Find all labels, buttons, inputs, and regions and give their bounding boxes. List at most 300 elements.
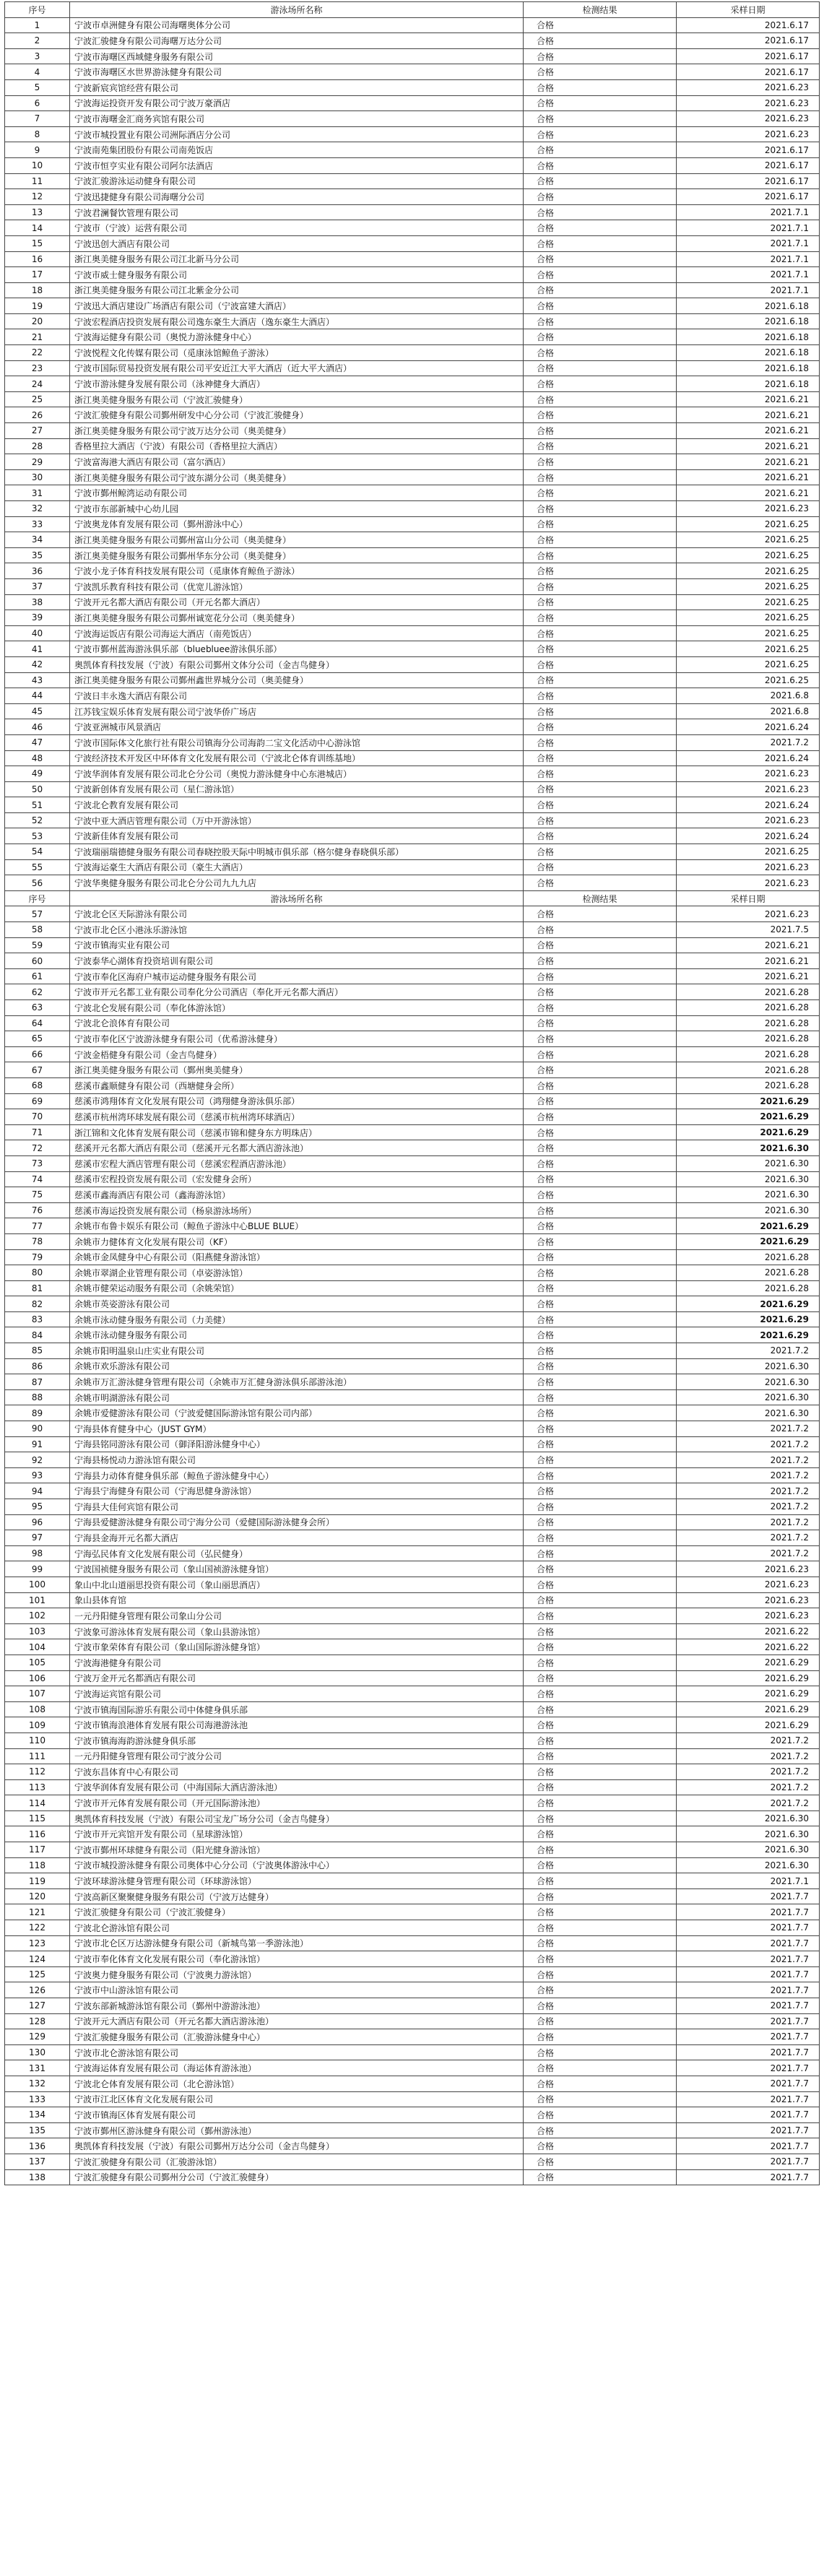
venue-name: 浙江奥美健身服务有限公司鄞州鑫世界城分公司（奥美健身）: [70, 672, 524, 688]
venue-name: 宁波市奉化区海府户城市运动健身服务有限公司: [70, 968, 524, 984]
sampling-date: 2021.6.24: [677, 719, 820, 735]
test-result: 合格: [524, 734, 677, 750]
sampling-date: 2021.6.30: [677, 1842, 820, 1858]
table-row: [5, 1670, 820, 1686]
test-result: 合格: [524, 1935, 677, 1951]
venue-name: 宁波君澜餐饮管理有限公司: [70, 204, 524, 220]
venue-name: 宁波经济技术开发区中环体育文化发展有限公司（宁波北仑体育训练基地）: [70, 750, 524, 766]
venue-name: 宁波市海曙区西域健身服务有限公司: [70, 48, 524, 64]
table-row: [5, 1109, 820, 1125]
row-number: 12: [5, 189, 70, 205]
sampling-date: 2021.6.8: [677, 703, 820, 719]
table-row: [5, 345, 820, 361]
row-number: 61: [5, 968, 70, 984]
sampling-date: 2021.7.1: [677, 251, 820, 267]
table-row: [5, 1436, 820, 1452]
venue-name: 宁波新佳体育发展有限公司: [70, 828, 524, 844]
test-result: 合格: [524, 2076, 677, 2091]
venue-name: 宁波市镇海浪港体育发展有限公司海港游泳池: [70, 1717, 524, 1733]
sampling-date: 2021.6.28: [677, 984, 820, 1000]
venue-name: 宁波市国际体文化旅行社有限公司镇海分公司海韵二宝文化活动中心游泳馆: [70, 734, 524, 750]
table-row: [5, 1514, 820, 1530]
row-number: 72: [5, 1140, 70, 1156]
table-row: [5, 1623, 820, 1639]
test-result: 合格: [524, 563, 677, 579]
test-result: 合格: [524, 1561, 677, 1577]
sampling-date: 2021.7.5: [677, 922, 820, 938]
test-result: 合格: [524, 2107, 677, 2123]
table-row: [5, 1639, 820, 1655]
results-table: [4, 1, 820, 2185]
test-result: 合格: [524, 1655, 677, 1670]
venue-name: 宁波市鄞州环球健身有限公司（阳光健身游泳馆）: [70, 1842, 524, 1858]
venue-name: 宁波亚洲城市风景酒店: [70, 719, 524, 735]
test-result: 合格: [524, 1920, 677, 1936]
sampling-date: 2021.7.7: [677, 2076, 820, 2091]
venue-name: 宁波市开元宾馆开发有限公司（星球游泳馆）: [70, 1826, 524, 1842]
table-row: [5, 688, 820, 704]
test-result: 合格: [524, 2060, 677, 2076]
row-number: 104: [5, 1639, 70, 1655]
venue-name: 宁波市城投置业有限公司洲际酒店分公司: [70, 126, 524, 142]
test-result: 合格: [524, 33, 677, 49]
row-number: 90: [5, 1421, 70, 1437]
table-row: [5, 1748, 820, 1764]
sampling-date: 2021.7.7: [677, 1904, 820, 1920]
test-result: 合格: [524, 968, 677, 984]
sampling-date: 2021.6.23: [677, 111, 820, 127]
venue-name: 宁波市鄞州蓝海游泳俱乐部（bluebluee游泳俱乐部）: [70, 641, 524, 657]
sampling-date: 2021.6.23: [677, 1592, 820, 1608]
venue-name: 宁波市北仑区万达游泳健身有限公司（新城鸟第一季游泳池）: [70, 1935, 524, 1951]
test-result: 合格: [524, 750, 677, 766]
sampling-date: 2021.6.21: [677, 968, 820, 984]
row-number: 50: [5, 781, 70, 797]
venue-name: 宁波新宸宾馆经营有限公司: [70, 79, 524, 95]
row-number: 121: [5, 1904, 70, 1920]
sampling-date: 2021.6.30: [677, 1187, 820, 1203]
row-number: 117: [5, 1842, 70, 1858]
sampling-date: 2021.6.23: [677, 95, 820, 111]
sampling-date: 2021.7.7: [677, 2107, 820, 2123]
venue-name: 宁波宏程酒店投资发展有限公司逸东豪生大酒店（逸东豪生大酒店）: [70, 313, 524, 329]
table-header-row-repeat: [5, 890, 820, 906]
sampling-date: 2021.6.25: [677, 672, 820, 688]
sampling-date: 2021.6.21: [677, 407, 820, 423]
test-result: 合格: [524, 376, 677, 392]
row-number: 20: [5, 313, 70, 329]
venue-name: 宁波北仑教育发展有限公司: [70, 797, 524, 813]
sampling-date: 2021.6.21: [677, 469, 820, 485]
sampling-date: 2021.6.18: [677, 329, 820, 345]
sampling-date: 2021.6.21: [677, 953, 820, 969]
sampling-date: 2021.6.25: [677, 532, 820, 548]
sampling-date: 2021.6.25: [677, 516, 820, 532]
test-result: 合格: [524, 1046, 677, 1062]
venue-name: 宁波东部新城游泳馆有限公司（鄞州中游游泳池）: [70, 1998, 524, 2014]
venue-name: 浙江奥美健身服务有限公司鄞州华东分公司（奥美健身）: [70, 547, 524, 563]
test-result: 合格: [524, 1327, 677, 1343]
test-result: 合格: [524, 1483, 677, 1499]
table-row: [5, 1701, 820, 1717]
table-row: [5, 1795, 820, 1811]
test-result: 合格: [524, 641, 677, 657]
sampling-date: 2021.6.28: [677, 1077, 820, 1093]
table-row: [5, 1280, 820, 1296]
test-result: 合格: [524, 547, 677, 563]
sampling-date: 2021.6.8: [677, 688, 820, 704]
sampling-date: 2021.6.23: [677, 812, 820, 828]
row-number: 80: [5, 1265, 70, 1281]
row-number: 60: [5, 953, 70, 969]
test-result: 合格: [524, 1842, 677, 1858]
row-number: 49: [5, 766, 70, 782]
venue-name: 宁波市北仑区小港泳乐游泳馆: [70, 922, 524, 938]
test-result: 合格: [524, 688, 677, 704]
row-number: 35: [5, 547, 70, 563]
test-result: 合格: [524, 501, 677, 517]
sampling-date: 2021.6.29: [677, 1701, 820, 1717]
row-number: 19: [5, 298, 70, 314]
table-row: [5, 189, 820, 205]
venue-name: 象山县体育馆: [70, 1592, 524, 1608]
sampling-date: 2021.6.29: [677, 1311, 820, 1327]
row-number: 45: [5, 703, 70, 719]
column-header-name: 游泳场所名称: [70, 2, 524, 18]
test-result: 合格: [524, 625, 677, 641]
sampling-date: 2021.6.25: [677, 656, 820, 672]
venue-name: 奥凯体育科技发展（宁波）有限公司鄞州文体分公司（金吉鸟健身）: [70, 656, 524, 672]
venue-name: 宁波迅大酒店建设广场酒店有限公司（宁波富建大酒店）: [70, 298, 524, 314]
test-result: 合格: [524, 1436, 677, 1452]
table-row: [5, 1935, 820, 1951]
venue-name: 宁波奥力健身服务有限公司（宁波奥力游泳馆）: [70, 1966, 524, 1982]
sampling-date: 2021.6.29: [677, 1093, 820, 1109]
table-row: [5, 220, 820, 236]
row-number: 86: [5, 1358, 70, 1374]
test-result: 合格: [524, 610, 677, 626]
venue-name: 浙江奥美健身服务有限公司鄞州富山分公司（奥美健身）: [70, 532, 524, 548]
sampling-date: 2021.6.29: [677, 1327, 820, 1343]
table-row: [5, 2076, 820, 2091]
row-number: 9: [5, 142, 70, 158]
test-result: 合格: [524, 1623, 677, 1639]
table-row: [5, 2091, 820, 2107]
test-result: 合格: [524, 345, 677, 361]
venue-name: 慈溪市鑫顺健身有限公司（西塘健身会所）: [70, 1077, 524, 1093]
row-number: 56: [5, 875, 70, 891]
test-result: 合格: [524, 532, 677, 548]
sampling-date: 2021.6.24: [677, 750, 820, 766]
table-row: [5, 2029, 820, 2045]
venue-name: 宁波海运宾馆有限公司: [70, 1686, 524, 1702]
test-result: 合格: [524, 1670, 677, 1686]
test-result: 合格: [524, 2044, 677, 2060]
venue-name: 宁波市镇海海韵游泳健身俱乐部: [70, 1732, 524, 1748]
sampling-date: 2021.6.29: [677, 1655, 820, 1670]
table-row: [5, 1904, 820, 1920]
table-row: [5, 516, 820, 532]
venue-name: 浙江奥美健身服务有限公司江北紫金分公司: [70, 282, 524, 298]
sampling-date: 2021.7.1: [677, 220, 820, 236]
venue-name: 余姚市泳动健身服务有限公司（力美健）: [70, 1311, 524, 1327]
row-number: 83: [5, 1311, 70, 1327]
row-number: 113: [5, 1779, 70, 1795]
sampling-date: 2021.6.18: [677, 376, 820, 392]
sampling-date: 2021.6.30: [677, 1389, 820, 1405]
table-row: [5, 376, 820, 392]
test-result: 合格: [524, 1888, 677, 1904]
sampling-date: 2021.6.23: [677, 875, 820, 891]
column-header-no: 序号: [5, 890, 70, 906]
table-row: [5, 1779, 820, 1795]
row-number: 89: [5, 1405, 70, 1421]
sampling-date: 2021.6.28: [677, 1062, 820, 1078]
sampling-date: 2021.6.28: [677, 1015, 820, 1031]
table-row: [5, 1124, 820, 1140]
table-row: [5, 391, 820, 407]
row-number: 16: [5, 251, 70, 267]
table-row: [5, 454, 820, 470]
sampling-date: 2021.6.17: [677, 64, 820, 80]
table-row: [5, 1155, 820, 1171]
venue-name: 宁波市奉化体育文化发展有限公司（奉化游泳馆）: [70, 1951, 524, 1967]
venue-name: 香格里拉大酒店（宁波）有限公司（香格里拉大酒店）: [70, 438, 524, 454]
sampling-date: 2021.6.21: [677, 485, 820, 501]
test-result: 合格: [524, 391, 677, 407]
test-result: 合格: [524, 984, 677, 1000]
venue-name: 宁波迅捷健身有限公司海曙分公司: [70, 189, 524, 205]
venue-name: 宁波海运体育发展有限公司（海运体育游泳池）: [70, 2060, 524, 2076]
venue-name: 宁波富海港大酒店有限公司（富尔酒店）: [70, 454, 524, 470]
row-number: 98: [5, 1545, 70, 1561]
table-row: [5, 1826, 820, 1842]
venue-name: 宁波海运健身有限公司（奥悦力游泳健身中心）: [70, 329, 524, 345]
test-result: 合格: [524, 719, 677, 735]
row-number: 62: [5, 984, 70, 1000]
venue-name: 余姚市爱健游泳有限公司（宁波爱健国际游泳馆有限公司内部）: [70, 1405, 524, 1421]
row-number: 77: [5, 1218, 70, 1234]
venue-name: 慈溪市海运投资发展有限公司（杨泉游泳场所）: [70, 1202, 524, 1218]
table-row: [5, 1810, 820, 1826]
table-row: [5, 1452, 820, 1468]
test-result: 合格: [524, 1280, 677, 1296]
table-row: [5, 157, 820, 173]
row-number: 135: [5, 2122, 70, 2138]
venue-name: 慈溪市宏程大酒店管理有限公司（慈溪宏程酒店游泳池）: [70, 1155, 524, 1171]
test-result: 合格: [524, 1062, 677, 1078]
test-result: 合格: [524, 2169, 677, 2185]
column-header-no: 序号: [5, 2, 70, 18]
test-result: 合格: [524, 1389, 677, 1405]
venue-name: 宁海县力动体育健身俱乐部（鲸鱼子游泳健身中心）: [70, 1467, 524, 1483]
table-row: [5, 1405, 820, 1421]
test-result: 合格: [524, 1499, 677, 1515]
venue-name: 宁波市恒亨实业有限公司阿尔法酒店: [70, 157, 524, 173]
table-row: [5, 625, 820, 641]
test-result: 合格: [524, 423, 677, 439]
sampling-date: 2021.7.2: [677, 1421, 820, 1437]
row-number: 40: [5, 625, 70, 641]
test-result: 合格: [524, 1031, 677, 1047]
row-number: 71: [5, 1124, 70, 1140]
row-number: 63: [5, 1000, 70, 1016]
venue-name: 宁波开元名都大酒店有限公司（开元名都大酒店）: [70, 594, 524, 610]
test-result: 合格: [524, 267, 677, 283]
test-result: 合格: [524, 1124, 677, 1140]
test-result: 合格: [524, 1093, 677, 1109]
table-row: [5, 142, 820, 158]
table-row: [5, 1327, 820, 1343]
sampling-date: 2021.7.1: [677, 267, 820, 283]
table-row: [5, 734, 820, 750]
sampling-date: 2021.7.7: [677, 1951, 820, 1967]
sampling-date: 2021.7.7: [677, 1982, 820, 1998]
venue-name: 宁波华润体育发展有限公司（中海国际大酒店游泳池）: [70, 1779, 524, 1795]
venue-name: 宁波汇骏健身有限公司鄞州分公司（宁波汇骏健身）: [70, 2169, 524, 2185]
venue-name: 一元丹阳健身管理有限公司宁波分公司: [70, 1748, 524, 1764]
sampling-date: 2021.7.7: [677, 2138, 820, 2154]
row-number: 69: [5, 1093, 70, 1109]
table-row: [5, 844, 820, 860]
test-result: 合格: [524, 1545, 677, 1561]
test-result: 合格: [524, 220, 677, 236]
table-row: [5, 33, 820, 49]
test-result: 合格: [524, 1000, 677, 1016]
sampling-date: 2021.7.2: [677, 1748, 820, 1764]
sampling-date: 2021.6.25: [677, 563, 820, 579]
table-row: [5, 1249, 820, 1265]
sampling-date: 2021.6.25: [677, 610, 820, 626]
test-result: 合格: [524, 1904, 677, 1920]
venue-name: 宁波象可游泳体育发展有限公司（象山县游泳馆）: [70, 1623, 524, 1639]
sampling-date: 2021.6.23: [677, 1608, 820, 1624]
row-number: 101: [5, 1592, 70, 1608]
venue-name: 宁波华奥健身服务有限公司北仑分公司九九九店: [70, 875, 524, 891]
sampling-date: 2021.6.21: [677, 937, 820, 953]
test-result: 合格: [524, 95, 677, 111]
row-number: 59: [5, 937, 70, 953]
row-number: 92: [5, 1452, 70, 1468]
test-result: 合格: [524, 844, 677, 860]
test-result: 合格: [524, 17, 677, 33]
venue-name: 宁波国祯健身服务有限公司（象山国祯游泳健身馆）: [70, 1561, 524, 1577]
venue-name: 浙江奥美健身服务有限公司（鄞州奥美健身）: [70, 1062, 524, 1078]
test-result: 合格: [524, 48, 677, 64]
table-row: [5, 641, 820, 657]
row-number: 31: [5, 485, 70, 501]
test-result: 合格: [524, 298, 677, 314]
row-number: 13: [5, 204, 70, 220]
row-number: 78: [5, 1233, 70, 1249]
table-header-row: [5, 2, 820, 18]
test-result: 合格: [524, 1233, 677, 1249]
venue-name: 宁波北仑体育发展有限公司（北仑游泳馆）: [70, 2076, 524, 2091]
venue-name: 余姚市明湖游泳有限公司: [70, 1389, 524, 1405]
sampling-date: 2021.6.21: [677, 391, 820, 407]
row-number: 14: [5, 220, 70, 236]
test-result: 合格: [524, 828, 677, 844]
sampling-date: 2021.7.2: [677, 1795, 820, 1811]
test-result: 合格: [524, 1717, 677, 1733]
sampling-date: 2021.6.23: [677, 1577, 820, 1592]
venue-name: 宁波海运饭店有限公司海运大酒店（南苑饭店）: [70, 625, 524, 641]
venue-name: 宁波汇骏健身有限公司（宁波汇骏健身）: [70, 1904, 524, 1920]
sampling-date: 2021.7.2: [677, 1545, 820, 1561]
test-result: 合格: [524, 1358, 677, 1374]
row-number: 118: [5, 1857, 70, 1873]
venue-name: 慈溪市鑫海酒店有限公司（鑫海游泳馆）: [70, 1187, 524, 1203]
table-row: [5, 1187, 820, 1203]
table-row: [5, 781, 820, 797]
venue-name: 宁波悦程文化传媒有限公司（觅康泳馆鲸鱼子游泳）: [70, 345, 524, 361]
test-result: 合格: [524, 766, 677, 782]
sampling-date: 2021.6.23: [677, 126, 820, 142]
table-row: [5, 1093, 820, 1109]
table-row: [5, 173, 820, 189]
table-row: [5, 17, 820, 33]
row-number: 128: [5, 2013, 70, 2029]
sampling-date: 2021.7.2: [677, 1436, 820, 1452]
venue-name: 宁波市北仑游泳馆有限公司: [70, 2044, 524, 2060]
table-row: [5, 672, 820, 688]
test-result: 合格: [524, 1639, 677, 1655]
venue-name: 宁波汇骏健身有限公司海曙万达分公司: [70, 33, 524, 49]
venue-name: 慈溪市鸿翔体育文化发展有限公司（鸿翔健身游泳俱乐部）: [70, 1093, 524, 1109]
row-number: 34: [5, 532, 70, 548]
sampling-date: 2021.7.2: [677, 1452, 820, 1468]
test-result: 合格: [524, 906, 677, 922]
table-row: [5, 469, 820, 485]
table-row: [5, 766, 820, 782]
row-number: 41: [5, 641, 70, 657]
table-row: [5, 313, 820, 329]
sampling-date: 2021.6.29: [677, 1686, 820, 1702]
table-row: [5, 1218, 820, 1234]
venue-name: 宁海县宁海健身有限公司（宁海思健身游泳馆）: [70, 1483, 524, 1499]
column-header-result: 检测结果: [524, 2, 677, 18]
table-row: [5, 1920, 820, 1936]
table-row: [5, 1857, 820, 1873]
sampling-date: 2021.6.29: [677, 1670, 820, 1686]
test-result: 合格: [524, 1795, 677, 1811]
row-number: 102: [5, 1608, 70, 1624]
venue-name: 宁波环球游泳健身管理有限公司（环球游泳馆）: [70, 1873, 524, 1889]
table-row: [5, 875, 820, 891]
test-result: 合格: [524, 1951, 677, 1967]
row-number: 52: [5, 812, 70, 828]
table-row: [5, 953, 820, 969]
venue-name: 余姚市布鲁卡娱乐有限公司（鲸鱼子游泳中心BLUE BLUE）: [70, 1218, 524, 1234]
row-number: 5: [5, 79, 70, 95]
test-result: 合格: [524, 2138, 677, 2154]
test-result: 合格: [524, 313, 677, 329]
test-result: 合格: [524, 1577, 677, 1592]
row-number: 75: [5, 1187, 70, 1203]
row-number: 4: [5, 64, 70, 80]
test-result: 合格: [524, 1109, 677, 1125]
test-result: 合格: [524, 1311, 677, 1327]
test-result: 合格: [524, 1343, 677, 1359]
sampling-date: 2021.6.17: [677, 157, 820, 173]
test-result: 合格: [524, 875, 677, 891]
sampling-date: 2021.6.25: [677, 625, 820, 641]
row-number: 22: [5, 345, 70, 361]
test-result: 合格: [524, 859, 677, 875]
venue-name: 宁波高新区聚聚健身服务有限公司（宁波万达健身）: [70, 1888, 524, 1904]
table-row: [5, 267, 820, 283]
table-row: [5, 360, 820, 376]
